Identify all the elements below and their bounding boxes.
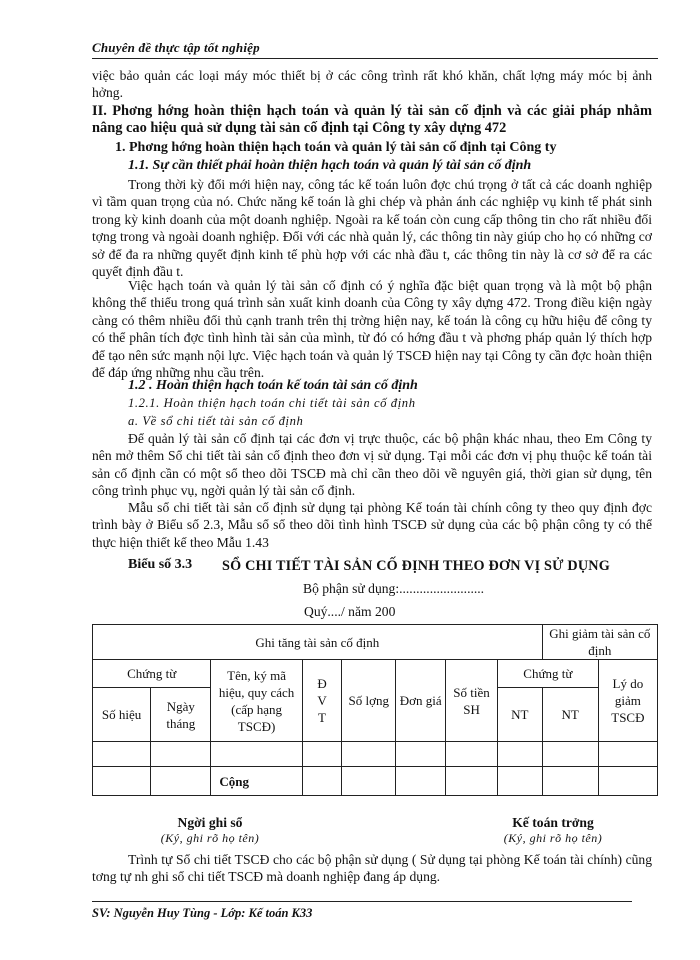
table-row bbox=[93, 742, 658, 767]
nt-header-1: NT bbox=[498, 688, 543, 742]
increase-header: Ghi tăng tài sản cố định bbox=[93, 625, 543, 660]
unit-letter: Đ bbox=[317, 676, 327, 691]
decrease-header: Ghi giảm tài sản cố định bbox=[542, 625, 657, 660]
header-rule bbox=[92, 58, 658, 59]
footer-rule bbox=[92, 901, 632, 902]
quantity-header: Số lợng bbox=[342, 660, 396, 742]
subsection-1-2-1-heading: 1.2.1. Hoàn thiện hạch toán chi tiết tài sản cố định bbox=[128, 396, 416, 410]
section-2-heading: II. Phơng hớng hoàn thiện hạch toán và quản lý tài sản cố định và các giải pháp nhằm nâng cao hiệu quả sử dụng tài sản cố định tại Công ty xây dựng 472 bbox=[92, 103, 652, 136]
signature-chief-accountant bbox=[478, 815, 628, 846]
reason-header: Lý do giảm TSCĐ bbox=[598, 660, 657, 742]
paragraph-4: Mẫu sổ chi tiết tài sản cố định sử dụng tại phòng Kế toán tài chính công ty theo quy định đợc trình bày ở Biểu số 2.3, Mẫu sổ sổ theo dõi tình hình TSCĐ sử dụng của các bộ phận công ty có thể thực hiện thiết kế theo Mẫu 1.43 bbox=[92, 500, 652, 550]
unit-price-header: Đơn giá bbox=[396, 660, 446, 742]
paragraph-1: Trong thời kỳ đổi mới hiện nay, công tác kế toán luôn đợc chú trọng ở tất cả các doanh nghiệp vì tầm quan trọng của nó. Chức năng kế toán là ghi chép và phản ánh các nghiệp vụ kinh tế phát sinh trong kỳ kinh doanh của một doanh nghiệp. Ngoài ra kế toán còn cung cấp thông tin cho rất nhiều đối tợng trong và ngoài doanh nghiệp. Đối với các nhà quản lý, các thông tin này giúp cho họ có những cơ sở để đa ra những quyết định kinh tế phù hợp với các nhà đầu t, các thông tin này là cơ sở để ra các quyết định đầu t. bbox=[92, 177, 652, 280]
fixed-asset-ledger-table bbox=[92, 624, 658, 796]
subsection-1-1-heading: 1.1. Sự cần thiết phải hoàn thiện hạch toán và quản lý tài sản cố định bbox=[128, 158, 532, 173]
chief-accountant-role: Kế toán trởng bbox=[512, 815, 594, 830]
unit-letter: V bbox=[317, 693, 327, 708]
nt-header-2: NT bbox=[542, 688, 598, 742]
signature-recorder bbox=[140, 815, 280, 846]
form-title: SỔ CHI TIẾT TÀI SẢN CỐ ĐỊNH THEO ĐƠN VỊ SỬ DỤNG bbox=[222, 558, 610, 574]
subsection-1-heading: 1. Phơng hớng hoàn thiện hạch toán và quản lý tài sản cố định tại Công ty bbox=[115, 140, 557, 155]
period-line: Quý..../ năm 200 bbox=[304, 604, 396, 619]
total-row bbox=[93, 767, 658, 796]
department-line: Bộ phận sử dụng:......................... bbox=[303, 581, 485, 596]
paragraph-2: Việc hạch toán và quản lý tài sản cố định có ý nghĩa đặc biệt quan trọng và là một bộ phận không thể thiếu trong quá trình sản xuất kinh doanh của Công ty xây dựng 472. Trong điều kiện ngày càng có thêm nhiều đối thủ cạnh tranh trên thị trờng hiện nay, kế toán là công cụ hữu hiệu để công ty có thể phân tích đợc tình hình tài sản của mình, từ đó có hớng đầu t và phơng pháp quản lý thích hợp để tạo nên sức mạnh nội lực. Việc hạch toán và quản lý TSCĐ hiện nay tại Công ty cần đợc hoàn thiện để đáp ứng những nhu cầu trên. bbox=[92, 278, 652, 381]
header-title: Chuyên đề thực tập tốt nghiệp bbox=[92, 40, 260, 55]
total-label: Cộng bbox=[211, 767, 302, 796]
footer-text: SV: Nguyễn Huy Tùng - Lớp: Kế toán K33 bbox=[92, 906, 313, 920]
voucher-no-header: Số hiệu bbox=[93, 688, 151, 742]
voucher-date-header: Ngày tháng bbox=[151, 688, 211, 742]
recorder-note: (Ký, ghi rõ họ tên) bbox=[160, 831, 260, 845]
unit-letter: T bbox=[318, 710, 326, 725]
amount-header: Số tiền SH bbox=[446, 660, 498, 742]
paragraph-3: Để quản lý tài sản cố định tại các đơn vị trực thuộc, các bộ phận khác nhau, theo Em Công ty nên mở thêm Sổ chi tiết tài sản cố định theo đơn vị sử dụng. Tại mỗi các đơn vị phụ thuộc kế toán tài sản cố định cần có một sổ theo dõi TSCĐ mà chỉ cần theo dõi về nguyên giá, thời gian sử dụng, tên công trình phục vụ, ngời quản lý tài sản cố định. bbox=[92, 431, 652, 499]
closing-paragraph: Trình tự Sổ chi tiết TSCĐ cho các bộ phận sử dụng ( Sử dụng tại phòng Kế toán tài chính) cũng tơng tự nh ghi sổ chi tiết TSCĐ mà doanh nghiệp đang áp dụng. bbox=[92, 852, 652, 885]
recorder-role: Ngời ghi sổ bbox=[177, 815, 243, 830]
subsection-a-heading: a. Về sổ chi tiết tài sản cố định bbox=[128, 414, 304, 428]
subsection-1-2-heading: 1.2 . Hoàn thiện hạch toán kế toán tài sản cố định bbox=[128, 378, 418, 393]
name-spec-header: Tên, ký mã hiệu, quy cách (cấp hạng TSCĐ) bbox=[211, 660, 302, 742]
voucher-header: Chứng từ bbox=[93, 660, 211, 688]
unit-header bbox=[302, 660, 341, 742]
intro-paragraph: việc bảo quản các loại máy móc thiết bị ở các công trình rất khó khăn, chất lợng máy móc bị ảnh hởng. bbox=[92, 68, 652, 101]
voucher-decrease-header: Chứng từ bbox=[498, 660, 599, 688]
form-label: Biểu số 3.3 bbox=[128, 557, 193, 572]
chief-accountant-note: (Ký, ghi rõ họ tên) bbox=[503, 831, 603, 845]
